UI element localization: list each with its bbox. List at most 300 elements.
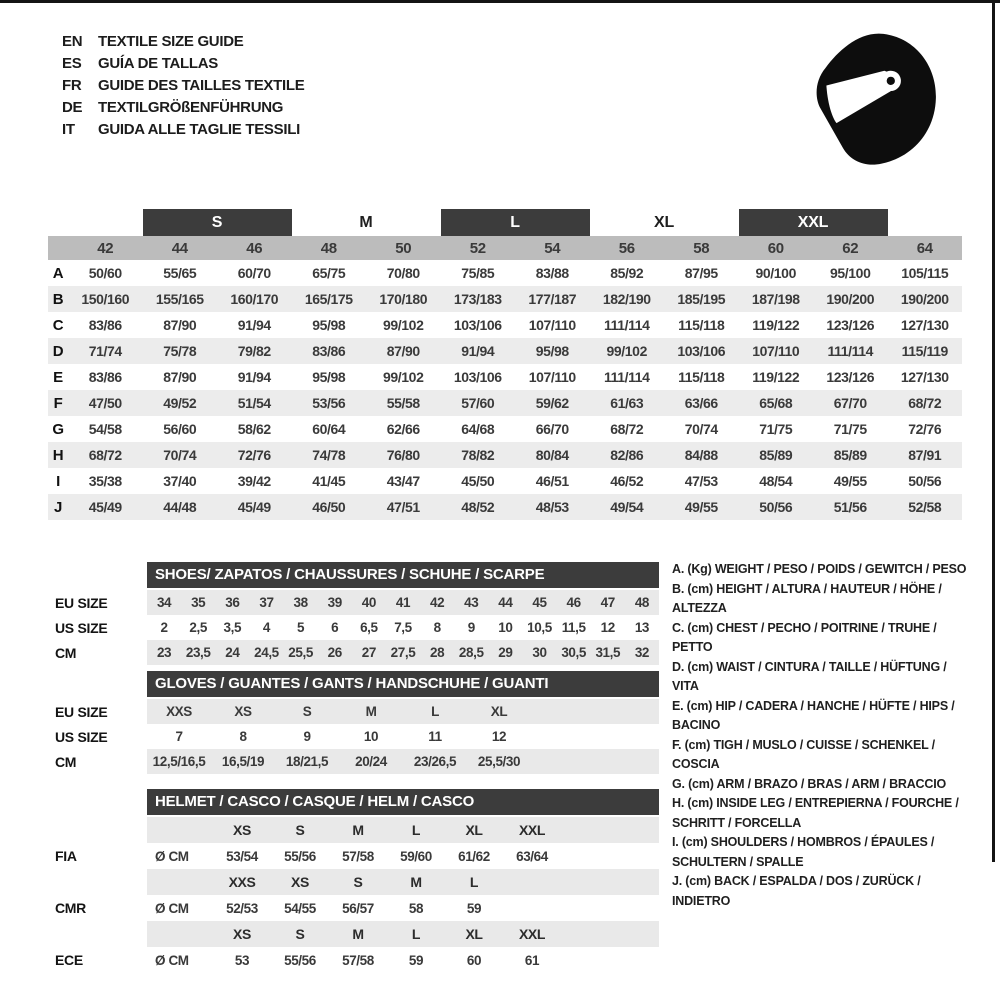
size-range-value: 45/49 [88, 499, 122, 515]
size-value: 34 [156, 595, 172, 610]
language-row [62, 118, 304, 140]
gloves-table-title-bar: GLOVES / GUANTES / GANTS / HANDSCHUHE / GUANTI [147, 671, 659, 697]
size-group-xxl: XXL [739, 209, 888, 236]
size-range-value: 182/190 [602, 291, 651, 307]
size-range-value: 58/62 [237, 421, 271, 437]
row-letter: H [52, 446, 64, 464]
size-range-value: 72/76 [908, 421, 942, 437]
unit-values [147, 724, 659, 749]
size-range-value: 51/54 [237, 395, 271, 411]
size-group-s: S [143, 209, 292, 236]
legend-item-h: H. (cm) INSIDE LEG / ENTREPIERNA / FOURCHE / SCHRITT / FORCELLA [672, 796, 959, 830]
size-range-value: 123/126 [826, 317, 875, 333]
circumference-value: 53 [234, 952, 250, 968]
helmet-size-row-cmr [55, 869, 659, 895]
helmet-size-labels [147, 869, 659, 895]
size-value: 8 [433, 620, 441, 635]
helmet-values [147, 947, 659, 973]
column-header: 64 [916, 239, 933, 257]
size-range-value: 49/52 [163, 395, 197, 411]
size-range-value: 83/86 [88, 317, 122, 333]
size-value: 24 [225, 645, 240, 660]
size-group-l: L [441, 209, 590, 236]
size-range-value: 99/102 [383, 369, 424, 385]
row-letter: G [52, 420, 64, 438]
row-letter: F [53, 394, 63, 412]
legend-item-a: A. (Kg) WEIGHT / PESO / POIDS / GEWITCH / PESO [672, 562, 967, 576]
page-top-border [0, 0, 1000, 3]
size-range-value: 90/100 [755, 265, 796, 281]
language-code: IT [62, 120, 75, 138]
size-value: 42 [430, 595, 445, 610]
column-header: 42 [97, 239, 114, 257]
gloves-size-table [55, 671, 659, 774]
helmet-size-label: M [352, 822, 364, 838]
size-range-value: 160/170 [230, 291, 279, 307]
size-range-value: 68/72 [610, 421, 644, 437]
size-range-value: 74/78 [312, 447, 346, 463]
unit-label: CM [55, 644, 77, 661]
size-value: XS [234, 704, 252, 719]
textile-size-table [48, 209, 962, 520]
row-spacer [55, 921, 147, 947]
size-range-value: 185/195 [677, 291, 726, 307]
row-spacer [55, 817, 147, 843]
size-value: 48 [634, 595, 650, 610]
size-range-value: 119/122 [752, 317, 800, 333]
size-value: 7 [175, 729, 183, 744]
size-range-value: 70/74 [684, 421, 718, 437]
size-range-value: 51/56 [833, 499, 867, 515]
size-value: 6 [331, 620, 339, 635]
measure-row-d [48, 338, 962, 364]
size-range-value: 39/42 [237, 473, 271, 489]
size-range-value: 95/98 [312, 317, 346, 333]
size-value: S [302, 704, 312, 719]
size-range-value: 87/90 [163, 369, 197, 385]
size-range-value: 80/84 [535, 447, 569, 463]
size-range-value: 53/56 [312, 395, 346, 411]
size-value: 10 [498, 620, 513, 635]
size-range-value: 55/58 [386, 395, 420, 411]
size-value: XL [490, 704, 508, 719]
size-range-value: 187/198 [751, 291, 800, 307]
size-range-value: 95/98 [535, 343, 569, 359]
helmet-size-label: XL [465, 822, 483, 838]
circumference-value: 61/62 [458, 848, 490, 864]
shoes-table-title-bar: SHOES/ ZAPATOS / CHAUSSURES / SCHUHE / SCARPE [147, 562, 659, 588]
circumference-value: 53/54 [226, 848, 258, 864]
size-range-value: 50/56 [908, 473, 942, 489]
size-value: 18/21,5 [285, 754, 329, 769]
size-value: 6,5 [360, 620, 378, 635]
row-letter: A [52, 264, 64, 282]
size-range-value: 127/130 [900, 317, 949, 333]
size-range-value: 78/82 [461, 447, 495, 463]
helmet-size-row-ece [55, 921, 659, 947]
diameter-unit-label: Ø CM [155, 900, 189, 916]
size-range-value: 52/58 [908, 499, 942, 515]
size-range-value: 107/110 [752, 343, 800, 359]
size-range-value: 46/51 [535, 473, 569, 489]
circumference-value: 63/64 [516, 848, 548, 864]
helmet-size-label: S [353, 874, 363, 890]
size-range-value: 155/165 [155, 291, 204, 307]
size-value: 11 [428, 729, 442, 744]
size-range-value: 60/64 [312, 421, 346, 437]
measure-row-g [48, 416, 962, 442]
column-header: 62 [842, 239, 859, 257]
size-value: 3,5 [223, 620, 242, 635]
diameter-unit-label: Ø CM [155, 848, 189, 864]
size-range-value: 170/180 [379, 291, 428, 307]
size-range-value: 85/92 [610, 265, 644, 281]
size-value: 40 [361, 595, 376, 610]
size-value: 29 [498, 645, 513, 660]
size-value: 23 [156, 645, 172, 660]
helmet-size-label: XXL [518, 822, 546, 838]
size-range-value: 165/175 [304, 291, 353, 307]
size-value: 23,5 [185, 645, 211, 660]
circumference-value: 52/53 [226, 900, 258, 916]
size-range-value: 44/48 [163, 499, 197, 515]
size-range-value: 91/94 [237, 317, 271, 333]
unit-values [147, 640, 659, 665]
helmet-size-row-fia [55, 817, 659, 843]
size-range-value: 82/86 [610, 447, 644, 463]
unit-row-eu-size [55, 590, 659, 615]
helmet-size-label: S [295, 926, 305, 942]
size-value: 35 [191, 595, 206, 610]
helmet-size-label: XS [233, 926, 251, 942]
size-range-value: 83/88 [535, 265, 569, 281]
circumference-value: 59/60 [400, 848, 432, 864]
size-value: 37 [259, 595, 274, 610]
helmet-size-labels [147, 921, 659, 947]
language-row [62, 96, 304, 118]
size-range-value: 46/52 [610, 473, 644, 489]
unit-row-us-size [55, 615, 659, 640]
legend-item-c: C. (cm) CHEST / PECHO / POITRINE / TRUHE / PETTO [672, 620, 937, 654]
helmet-values [147, 895, 659, 921]
size-value: 36 [225, 595, 240, 610]
column-header: 60 [767, 239, 784, 257]
size-range-value: 48/54 [759, 473, 793, 489]
measure-row-f [48, 390, 962, 416]
size-group-xl: XL [653, 213, 675, 231]
circumference-value: 56/57 [342, 900, 374, 916]
size-value: XXS [166, 704, 192, 719]
circumference-value: 57/58 [342, 848, 374, 864]
column-header: 44 [171, 239, 188, 257]
column-header: 58 [693, 239, 710, 257]
measurement-legend [672, 560, 976, 911]
size-range-value: 48/52 [461, 499, 495, 515]
unit-label: EU SIZE [55, 703, 108, 720]
column-header: 56 [618, 239, 635, 257]
helmet-size-label: XS [291, 874, 309, 890]
shoes-size-table [55, 562, 659, 665]
size-value: 11,5 [561, 620, 586, 635]
column-header: 46 [246, 239, 263, 257]
circumference-value: 61 [524, 952, 540, 968]
unit-label: US SIZE [55, 728, 108, 745]
size-range-value: 65/68 [759, 395, 793, 411]
size-value: 20/24 [355, 754, 387, 769]
size-value: 2 [160, 620, 168, 635]
size-value: 30 [532, 645, 547, 660]
helmet-value-row-fia [55, 843, 659, 869]
unit-label: CM [55, 753, 77, 770]
column-header: 54 [544, 239, 561, 257]
size-range-value: 85/89 [759, 447, 793, 463]
size-range-value: 65/75 [312, 265, 346, 281]
measure-row-j [48, 494, 962, 520]
size-value: 5 [297, 620, 305, 635]
size-range-value: 177/187 [528, 291, 577, 307]
size-range-value: 115/119 [901, 343, 948, 359]
helmet-value-row-cmr [55, 895, 659, 921]
size-range-value: 85/89 [833, 447, 867, 463]
size-range-value: 37/40 [163, 473, 197, 489]
size-value: 10,5 [527, 620, 552, 635]
size-value: 27,5 [390, 645, 416, 660]
unit-values [147, 749, 659, 774]
size-range-value: 115/118 [678, 317, 725, 333]
size-range-value: 62/66 [386, 421, 420, 437]
size-range-value: 45/49 [237, 499, 271, 515]
size-range-value: 68/72 [908, 395, 942, 411]
row-spacer [55, 869, 147, 895]
size-range-value: 70/80 [386, 265, 420, 281]
size-value: 9 [303, 729, 311, 744]
size-value: 41 [395, 595, 411, 610]
size-value: 38 [293, 595, 308, 610]
legend-item-f: F. (cm) TIGH / MUSLO / CUISSE / SCHENKEL / COSCIA [672, 737, 935, 771]
unit-values [147, 699, 659, 724]
size-range-value: 103/106 [453, 369, 502, 385]
size-range-value: 99/102 [383, 317, 424, 333]
unit-row-eu-size [55, 699, 659, 724]
size-range-value: 48/53 [535, 499, 569, 515]
size-range-value: 107/110 [528, 317, 576, 333]
size-value: 12 [491, 729, 507, 744]
size-range-value: 64/68 [461, 421, 495, 437]
language-code: ES [62, 54, 82, 72]
row-letter: C [52, 316, 64, 334]
legend-item-b: B. (cm) HEIGHT / ALTURA / HAUTEUR / HÖHE / ALTEZZA [672, 581, 942, 615]
size-range-value: 111/114 [827, 343, 873, 359]
unit-row-cm [55, 640, 659, 665]
size-range-value: 91/94 [461, 343, 495, 359]
size-value: 10 [363, 729, 379, 744]
language-row [62, 74, 304, 96]
size-value: 16,5/19 [221, 754, 265, 769]
helmet-size-label: XS [233, 822, 251, 838]
size-value: 26 [327, 645, 342, 660]
size-value: 47 [600, 595, 615, 610]
measure-row-b [48, 286, 962, 312]
size-range-value: 119/122 [752, 369, 800, 385]
size-range-value: 60/70 [237, 265, 271, 281]
size-value: 25,5/30 [477, 754, 521, 769]
helmet-value-row-ece [55, 947, 659, 973]
guide-title: TEXTILE SIZE GUIDE [98, 32, 244, 50]
size-value: 9 [467, 620, 475, 635]
size-range-value: 66/70 [535, 421, 569, 437]
measure-row-e [48, 364, 962, 390]
diameter-unit-label: Ø CM [155, 952, 189, 968]
page-right-border [992, 0, 995, 862]
legend-item-g: G. (cm) ARM / BRAZO / BRAS / ARM / BRACCIO [672, 776, 947, 791]
unit-label: US SIZE [55, 619, 108, 636]
unit-label: EU SIZE [55, 594, 108, 611]
size-range-value: 71/74 [88, 343, 122, 359]
column-header: 52 [469, 239, 486, 257]
size-range-value: 75/85 [461, 265, 495, 281]
standard-name: FIA [55, 848, 77, 864]
size-range-value: 70/74 [163, 447, 197, 463]
size-value: 7,5 [394, 620, 412, 635]
size-value: M [365, 704, 377, 719]
size-range-value: 115/118 [678, 369, 725, 385]
language-code: EN [62, 32, 83, 50]
size-range-value: 127/130 [900, 369, 949, 385]
size-range-value: 71/75 [833, 421, 867, 437]
size-value: 13 [634, 620, 650, 635]
helmet-size-label: M [352, 926, 364, 942]
size-value: 12,5/16,5 [152, 754, 206, 769]
size-range-value: 59/62 [535, 395, 569, 411]
language-code: FR [62, 76, 82, 94]
circumference-value: 55/56 [284, 952, 316, 968]
helmet-size-label: XXS [228, 874, 256, 890]
helmet-size-label: S [295, 822, 305, 838]
size-value: 8 [239, 729, 247, 744]
size-range-value: 87/95 [684, 265, 718, 281]
unit-values [147, 615, 659, 640]
circumference-value: 59 [466, 900, 482, 916]
size-range-value: 76/80 [386, 447, 420, 463]
size-value: 12 [600, 620, 615, 635]
size-range-value: 190/200 [900, 291, 949, 307]
size-range-value: 150/160 [81, 291, 130, 307]
standard-name: CMR [55, 900, 86, 916]
size-value: 30,5 [561, 645, 586, 660]
size-range-value: 50/60 [88, 265, 122, 281]
size-range-value: 79/82 [237, 343, 271, 359]
unit-row-us-size [55, 724, 659, 749]
size-range-value: 83/86 [312, 343, 346, 359]
measurement-rows [48, 260, 962, 520]
size-value: 45 [532, 595, 547, 610]
size-range-value: 68/72 [88, 447, 122, 463]
legend-item-i: I. (cm) SHOULDERS / HOMBROS / ÉPAULES / SCHULTERN / SPALLE [672, 835, 935, 869]
size-range-value: 123/126 [826, 369, 875, 385]
guide-title: GUIDA ALLE TAGLIE TESSILI [98, 120, 300, 138]
size-range-value: 75/78 [163, 343, 197, 359]
size-value: 24,5 [254, 645, 279, 660]
size-value: 32 [634, 645, 650, 660]
helmet-size-label: XL [465, 926, 483, 942]
size-value: 25,5 [288, 645, 313, 660]
size-range-value: 49/55 [833, 473, 867, 489]
size-range-value: 35/38 [88, 473, 122, 489]
helmet-size-table [55, 789, 659, 973]
row-letter: D [52, 342, 64, 360]
measure-row-c [48, 312, 962, 338]
guide-title: GUIDE DES TAILLES TEXTILE [98, 76, 305, 94]
size-value: 28 [430, 645, 445, 660]
language-title-list [62, 30, 304, 140]
size-range-value: 95/100 [830, 265, 871, 281]
size-range-value: 45/50 [461, 473, 495, 489]
size-range-value: 103/106 [677, 343, 726, 359]
column-header: 48 [320, 239, 337, 257]
size-range-value: 50/56 [759, 499, 793, 515]
circumference-value: 55/56 [284, 848, 316, 864]
helmet-size-label: M [410, 874, 422, 890]
size-range-value: 63/66 [684, 395, 718, 411]
unit-values [147, 590, 659, 615]
guide-title: GUÍA DE TALLAS [98, 54, 218, 72]
circumference-value: 59 [408, 952, 424, 968]
size-range-value: 87/91 [908, 447, 942, 463]
size-range-value: 95/98 [312, 369, 346, 385]
row-letter: E [53, 368, 63, 386]
size-range-value: 173/183 [453, 291, 502, 307]
size-value: 4 [262, 620, 271, 635]
helmet-values [147, 843, 659, 869]
circumference-value: 57/58 [342, 952, 374, 968]
legend-item-j: J. (cm) BACK / ESPALDA / DOS / ZURÜCK / INDIETRO [672, 874, 921, 908]
size-range-value: 54/58 [88, 421, 122, 437]
size-range-value: 91/94 [237, 369, 271, 385]
size-range-value: 49/55 [684, 499, 718, 515]
size-range-value: 46/50 [312, 499, 346, 515]
size-range-value: 57/60 [461, 395, 495, 411]
row-letter: I [56, 472, 60, 490]
size-range-value: 190/200 [826, 291, 875, 307]
size-value: 46 [566, 595, 581, 610]
row-letter: B [52, 290, 64, 308]
size-range-value: 67/70 [833, 395, 867, 411]
size-range-value: 105/115 [901, 265, 949, 281]
size-range-value: 99/102 [606, 343, 647, 359]
size-value: L [431, 704, 439, 719]
size-value: 2,5 [189, 620, 207, 635]
helmet-size-label: L [469, 874, 479, 890]
legend-item-d: D. (cm) WAIST / CINTURA / TAILLE / HÜFTUNG / VITA [672, 659, 947, 693]
measure-row-h [48, 442, 962, 468]
size-range-value: 71/75 [759, 421, 793, 437]
helmet-size-label: L [411, 926, 421, 942]
size-value: 44 [498, 595, 513, 610]
size-range-value: 47/51 [386, 499, 420, 515]
size-range-value: 43/47 [386, 473, 420, 489]
size-range-value: 84/88 [684, 447, 718, 463]
circumference-value: 60 [466, 952, 482, 968]
helmet-table-title-bar: HELMET / CASCO / CASQUE / HELM / CASCO [147, 789, 659, 815]
legend-item-e: E. (cm) HIP / CADERA / HANCHE / HÜFTE / HIPS / BACINO [672, 698, 955, 732]
size-range-value: 56/60 [163, 421, 197, 437]
guide-title: TEXTILGRÖßENFÜHRUNG [98, 98, 284, 116]
size-range-value: 41/45 [312, 473, 346, 489]
size-range-value: 72/76 [237, 447, 271, 463]
helmet-size-labels [147, 817, 659, 843]
size-range-value: 111/114 [604, 369, 650, 385]
size-value: 28,5 [458, 645, 484, 660]
